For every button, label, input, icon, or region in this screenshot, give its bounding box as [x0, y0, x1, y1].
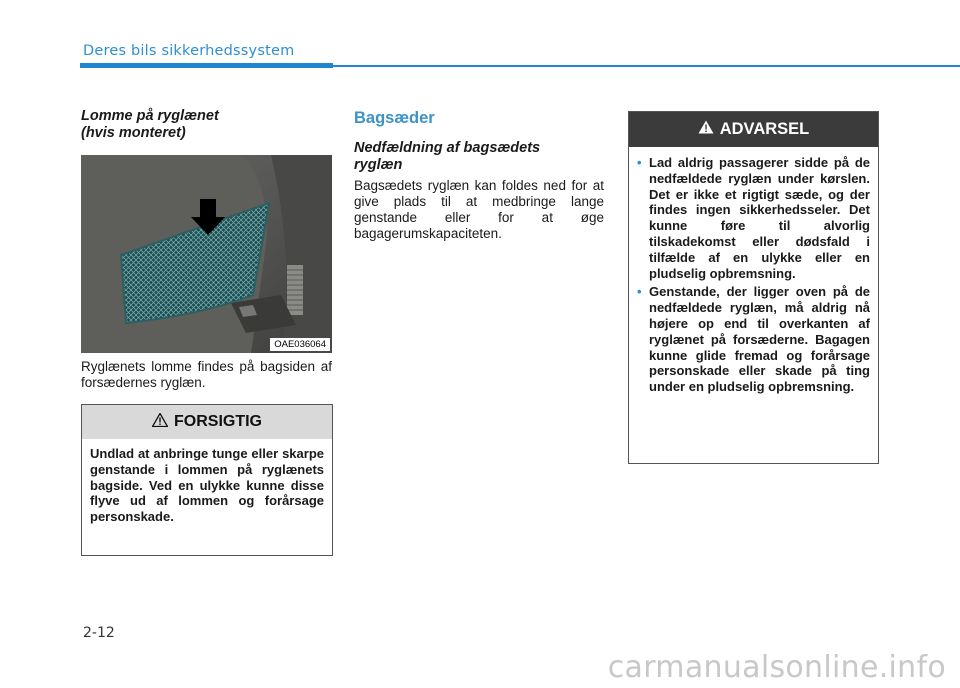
fold-down-subheading — [354, 140, 604, 174]
bullet-icon: • — [637, 284, 642, 300]
caution-text: Undlad at anbringe tunge eller skarpe genstande i lommen på ryglænets bagside. Ved en ulykke kunne disse flyve ud af lommen og forårsage personskade. — [90, 446, 324, 525]
warning-item — [637, 155, 870, 281]
warning-list — [629, 147, 878, 395]
warning-item-text: Genstande, der ligger oven på de nedfældede ryglæn, må aldrig nå højere op end til overkanten af ryglænet på forsæderne. Bagagen kunne glide fremad og forårsage personskade eller skade på ting under en pludselig opbremsning. — [649, 284, 870, 395]
warning-item-text: Lad aldrig passagerer sidde på de nedfældede ryglæn under kørslen. Det er ikke et rigtigt sæde, og der findes ingen sikkerhedsseler. Det kunne føre til alvorlig tilskadekomst eller dødsfald i tilfælde af en ulykke eller en pludselig opbremsning. — [649, 155, 870, 281]
seatback-pocket-heading — [81, 108, 331, 142]
fold-down-body: Bagsædets ryglæn kan foldes ned for at give plads til at medbringe lange genstande eller for at øge bagagerumskapaciteten. — [354, 178, 604, 241]
seat-illustration — [81, 155, 332, 353]
header-rule-thick — [80, 63, 333, 68]
caution-header — [82, 405, 332, 439]
seatback-pocket-body: Ryglænets lomme findes på bagsiden af forsædernes ryglæn. — [81, 359, 332, 390]
warning-triangle-icon — [698, 120, 714, 139]
subheading-line-2: ryglæn — [354, 157, 403, 173]
warning-label: ADVARSEL — [719, 120, 810, 138]
warning-box — [628, 111, 879, 464]
warning-item — [637, 284, 870, 395]
caution-label: FORSIGTIG — [174, 413, 262, 430]
seatback-pocket-photo — [81, 155, 332, 353]
warning-triangle-icon — [152, 413, 168, 432]
rear-seats-heading: Bagsæder — [354, 109, 435, 127]
image-code: OAE036064 — [270, 338, 330, 351]
heading-line-2: (hvis monteret) — [81, 125, 186, 141]
page-number: 2-12 — [83, 625, 115, 641]
caution-box — [81, 404, 333, 556]
heading-line-1: Lomme på ryglænet — [81, 108, 219, 124]
subheading-line-1: Nedfældning af bagsædets — [354, 140, 541, 156]
section-title: Deres bils sikkerhedssystem — [83, 43, 295, 59]
bullet-icon: • — [637, 155, 642, 170]
header-rule-thin — [333, 65, 960, 67]
watermark: carmanualsonline.info — [607, 650, 946, 685]
warning-header — [629, 112, 878, 147]
